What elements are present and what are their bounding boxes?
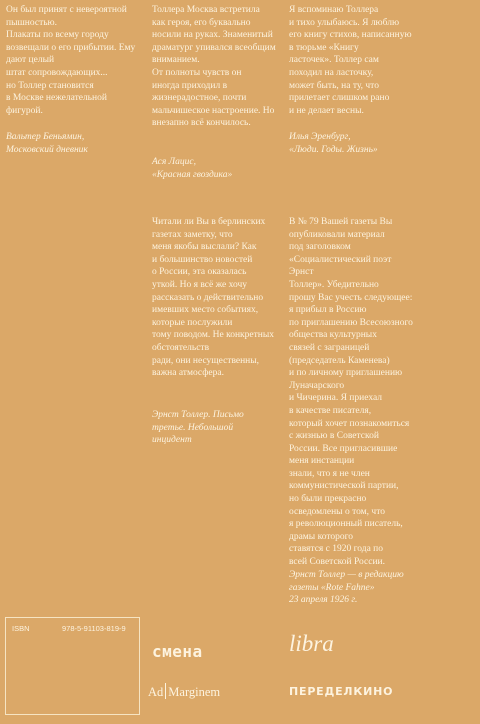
logo-ad-text: Ad (148, 685, 164, 699)
publisher-logo-peredelkino: ПЕРЕДЕЛКИНО (289, 685, 394, 698)
isbn-barcode-box (5, 617, 140, 715)
quote-ehrenburg: Я вспоминаю Толлера и тихо улыбаюсь. Я люблю его книгу стихов, написанную в тюрьме «Книгу ласточек». Толлер сам походил на ласточку, может быть, на ту, что прилетает слишком рано и не делает весны. (289, 5, 412, 116)
isbn-label: ISBN (12, 624, 30, 633)
attribution-toller-letter: Эрнст Толлер. Письмо третье. Небольшой инцидент (152, 410, 244, 446)
publisher-logo-smena: смена (152, 642, 203, 661)
quote-toller-letter: Читали ли Вы в берлинских газетах заметку, что меня якобы выслали? Как и большинство новостей о России, эта оказалась уткой. Но я всё же хочу рассказать о действительно имевших место событиях, которые послужили тому поводом. Не конкретных обстоятельств ради, они несущественны, важна атмосфера. (152, 217, 274, 379)
quote-benjamin: Он был принят с невероятной пышностью. Плакаты по всему городу возвещали о его прибытии. Ему дают целый штат сопровождающих... но Толлер становится в Москве нежелательной фигурой. (6, 5, 136, 116)
quote-lacis: Толлера Москва встретила как героя, его буквально носили на руках. Знаменитый драматург упивался всеобщим вниманием. От полноты чувств он иногда приходил в жизнерадостное, почти мальчишеское настроение. Но внезапно всё кончилось. (152, 5, 276, 129)
attribution-benjamin: Вальтер Беньямин, Московский дневник (6, 132, 88, 155)
attribution-toller-rote-fahne: Эрнст Толлер — в редакцию газеты «Rote Fahne» 23 апреля 1926 г. (289, 570, 404, 606)
isbn-number: 978-5-91103-819-9 (62, 624, 126, 633)
logo-divider (165, 683, 166, 699)
quote-toller-rote-fahne: В № 79 Вашей газеты Вы опубликовали материал под заголовком «Социалистический поэт Эрнст Толлер». Убедительно прошу Вас учесть следующее: я прибыл в Россию по приглашению Всесоюзного общества культурных связей с заграницей (председатель Каменева) и по личному приглашению Луначарского и Чичерина. Я приехал в качестве писателя, который хочет познакомиться с жизнью в Советской России. Все пригласившие меня инстанции знали, что я не член коммунистической партии, но были прекрасно осведомлены о том, что я революционный писатель, драмы которого ставятся с 1920 года по всей Советской России. (289, 217, 413, 568)
publisher-logo-libra: libra (289, 631, 334, 656)
attribution-ehrenburg: Илья Эренбург, «Люди. Годы. Жизнь» (289, 132, 378, 155)
publisher-logo-ad-marginem (148, 683, 220, 699)
logo-marginem-text: Marginem (168, 685, 221, 699)
attribution-lacis: Ася Лацис, «Красная гвоздика» (152, 157, 233, 180)
